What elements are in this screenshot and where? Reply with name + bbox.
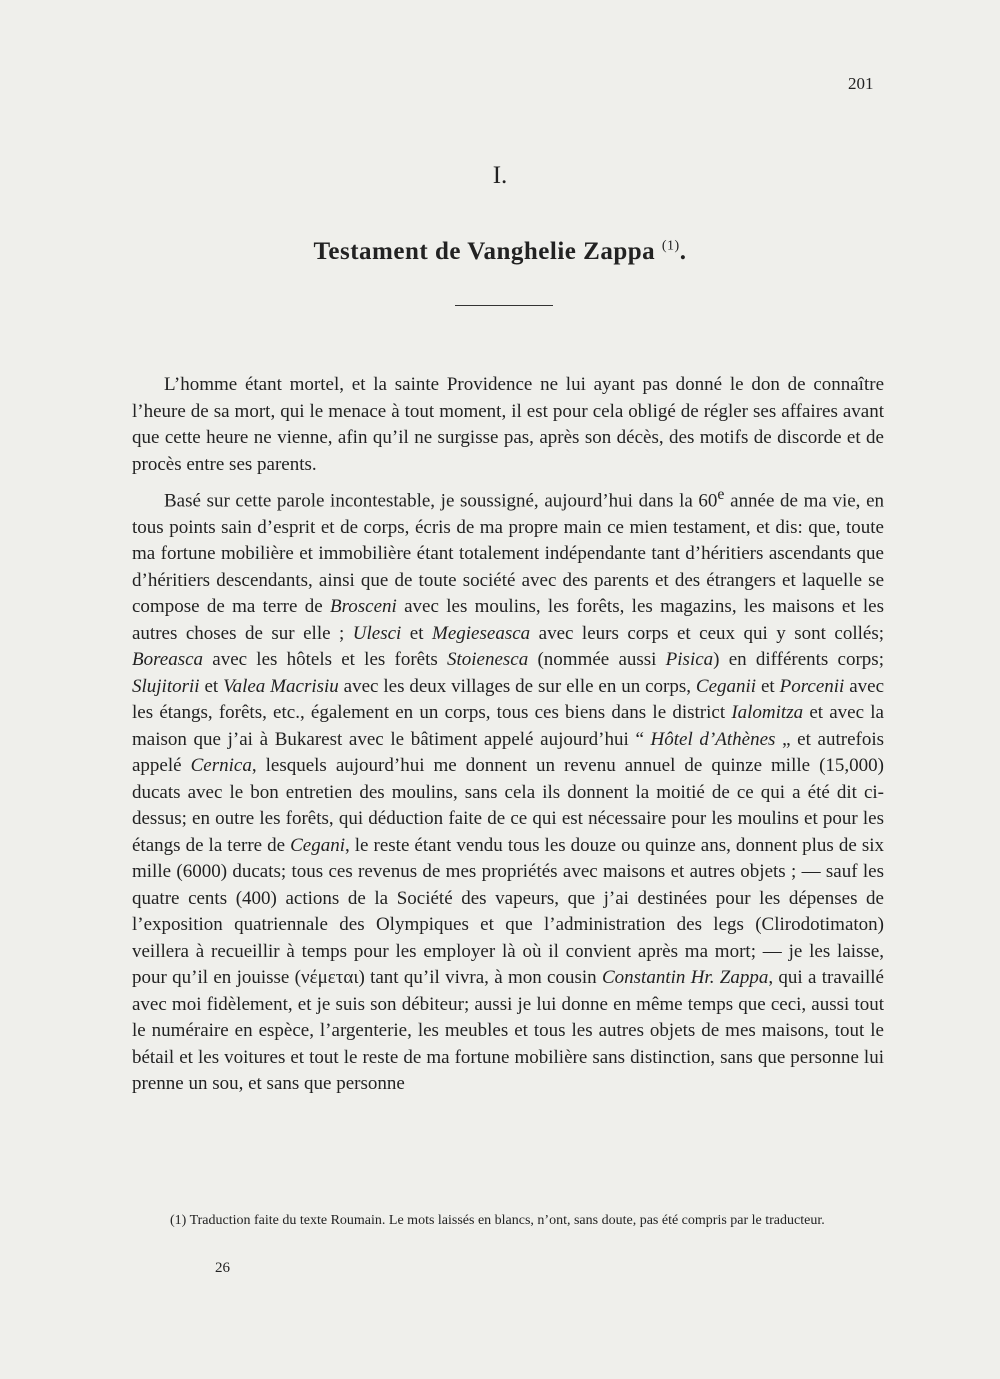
italic-name: Pisica — [665, 649, 714, 671]
title-text: Testament de Vanghelie Zappa — [313, 238, 656, 265]
body-text — [132, 372, 884, 1098]
italic-name: Ialomitza — [731, 702, 804, 724]
italic-name: Cernica — [190, 755, 252, 777]
text-run: „ et autrefois appelé — [132, 728, 885, 777]
footnote: (1) Traduction faite du texte Roumain. Le mots laissés en blancs, n’ont, sans doute, pas été compris par le traducteur. — [170, 1213, 825, 1228]
text-run: avec leurs corps et ceux qui y sont collés; — [530, 622, 885, 644]
italic-name: Valea Macrisiu — [223, 675, 339, 697]
text-run: , le reste étant vendu tous les douze ou quinze ans, donnent plus de six mille (6000) ducats; tous ces revenus de mes propriétés avec maisons et autres objets ; — sauf les quatre cents (400) actions de la Société des vapeurs, que j’ai destinées pour les dépenses de l’exposition quatriennale des Olympiques et que l’administration des legs (Clirodotimaton) veillera à recueillir à temps pour les employer là où il convient après ma mort; — je les laisse, pour qu’il en jouisse (νέμεται) tant qu’il vivra, à mon cousin — [132, 834, 884, 989]
text-run: et — [756, 675, 780, 697]
italic-name: Cegani — [290, 834, 345, 856]
italic-name: Hôtel d’Athènes — [650, 728, 776, 750]
paragraph — [132, 372, 884, 478]
text-run: année de ma vie, en tous points sain d’esprit et de corps, écris de ma propre main ce mien testament, et dis: que, toute ma fortune mobilière et immobilière étant totalement indépendante tant d’héritiers ascendants que d’héritiers descendants, ainsi que de toute société avec des parents et des étrangers et laquelle se compose de ma terre de — [132, 490, 884, 618]
text-run: et — [401, 622, 433, 644]
italic-name: Ulesci — [352, 622, 402, 644]
text-run: avec les deux villages de sur elle en un corps, — [338, 675, 696, 697]
text-run: ) en différents corps; — [713, 649, 884, 671]
title-period: . — [679, 238, 687, 265]
text-run: , lesquels aujourd’hui me donnent un revenu annuel de quinze mille (15,000) ducats avec le bon entretien des moulins, sans cela ils donnent la moitié de ce qui a été dit ci-dessus; en outre les forêts, qui déduction faite de ce qui est nécessaire pour les moulins et pour les étangs de la terre de — [132, 755, 885, 856]
italic-name: Slujitorii — [132, 675, 200, 697]
text-run: avec les hôtels et les forêts — [203, 649, 447, 671]
text-run: avec les moulins, les forêts, les magazins, les maisons et les autres choses de sur elle ; — [132, 596, 885, 644]
text-run: L’homme étant mortel, et la sainte Providence ne lui ayant pas donné le don de connaître l’heure de sa mort, qui le menace à tout moment, il est pour cela obligé de régler ses affaires avant que cette heure ne vienne, afin qu’il ne surgisse pas, après son décès, des motifs de discorde et de procès entre ses parents. — [132, 374, 884, 475]
text-run: avec les étangs, forêts, etc., également en un corps, tous ces biens dans le district — [132, 675, 884, 724]
italic-name: Constantin Hr. Zappa — [601, 967, 769, 989]
italic-name: Porcenii — [779, 675, 845, 697]
text-run: (nommée aussi — [528, 649, 666, 671]
title-divider — [455, 305, 553, 306]
italic-name: Boreasca — [132, 649, 204, 671]
section-number: I. — [492, 162, 508, 189]
italic-name: Brosceni — [329, 596, 397, 618]
signature-mark: 26 — [215, 1260, 230, 1276]
page-number: 201 — [848, 74, 874, 93]
document-title — [0, 238, 1000, 266]
text-run: et avec la maison que j’ai à Bukarest avec le bâtiment appelé aujourd’hui “ — [132, 702, 884, 750]
italic-name: Ceganii — [695, 675, 757, 697]
italic-name: Stoienesca — [446, 649, 529, 671]
paragraph — [132, 482, 884, 1098]
italic-name: Megieseasca — [432, 622, 531, 644]
superscript: e — [717, 486, 725, 503]
text-run: et — [199, 675, 224, 697]
title-footnote-marker: (1) — [661, 238, 680, 254]
text-run: Basé sur cette parole incontestable, je soussigné, aujourd’hui dans la 60 — [164, 490, 718, 512]
text-run: , qui a travaillé avec moi fidèlement, et je suis son débiteur; aussi je lui donne en même temps que ceci, aussi tout le numéraire en espèce, l’argenterie, les meubles et tous les autres objets de mes maisons, tout le bétail et les voitures et tout le reste de ma fortune mobilière sans distinction, sans que personne lui prenne un sou, et sans que personne — [132, 967, 884, 1095]
